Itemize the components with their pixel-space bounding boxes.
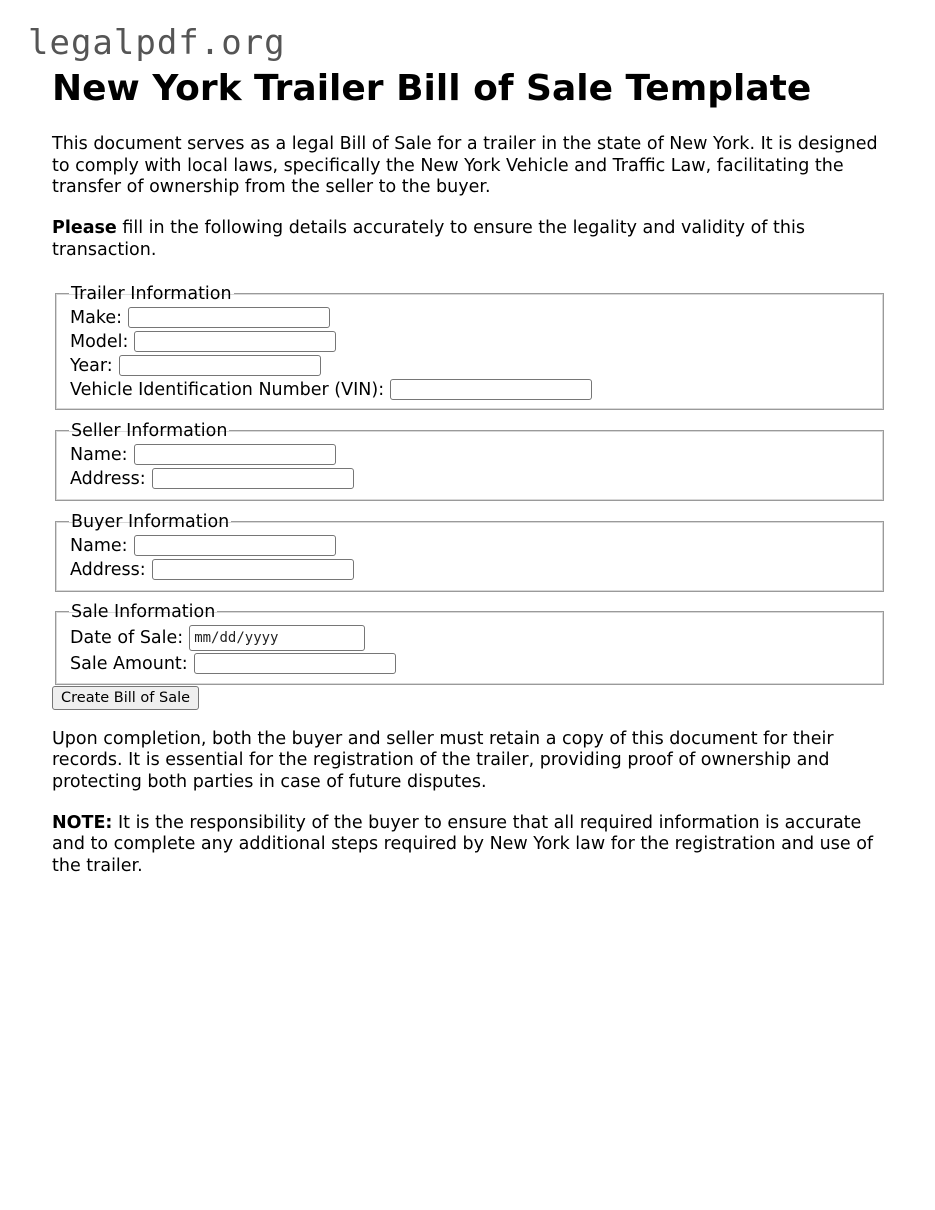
buyer-information-fieldset [55, 512, 884, 592]
watermark: legalpdf.org [28, 23, 286, 63]
model-row [70, 330, 871, 354]
instructions-paragraph [52, 218, 884, 261]
seller-name-input[interactable] [134, 444, 336, 465]
trailer-information-legend: Trailer Information [71, 283, 232, 304]
vin-label: Vehicle Identification Number (VIN): [70, 379, 385, 400]
seller-name-label: Name: [70, 444, 128, 465]
model-input[interactable] [134, 331, 336, 352]
buyer-name-label: Name: [70, 535, 128, 556]
buyer-address-row [70, 558, 871, 582]
completion-paragraph: Upon completion, both the buyer and seller must retain a copy of this document for their records. It is essential for the registration of the trailer, providing proof of ownership and protecting both parties in case of future disputes. [52, 728, 834, 792]
make-input[interactable] [128, 307, 330, 328]
seller-address-label: Address: [70, 468, 146, 489]
note-paragraph [52, 813, 884, 878]
vin-row [70, 378, 871, 402]
sale-information-fieldset [55, 602, 884, 685]
instructions-text: fill in the following details accurately to ensure the legality and validity of this transaction. [52, 218, 805, 260]
make-row [70, 306, 871, 330]
make-label: Make: [70, 307, 122, 328]
instructions-bold: Please [52, 218, 117, 239]
trailer-information-fieldset [55, 284, 884, 410]
create-bill-of-sale-button[interactable]: Create Bill of Sale [52, 686, 199, 710]
buyer-information-legend: Buyer Information [71, 511, 230, 532]
vin-input[interactable] [390, 379, 592, 400]
seller-address-input[interactable] [152, 468, 354, 489]
seller-address-row [70, 467, 871, 491]
year-label: Year: [70, 355, 113, 376]
sale-amount-input[interactable] [194, 653, 396, 674]
year-input[interactable] [119, 355, 321, 376]
date-of-sale-label: Date of Sale: [70, 627, 184, 648]
seller-information-fieldset [55, 421, 884, 501]
model-label: Model: [70, 331, 129, 352]
page-title: New York Trailer Bill of Sale Template [52, 68, 812, 109]
date-of-sale-input[interactable]: mm/dd/yyyy [189, 625, 365, 651]
sale-amount-row [70, 652, 871, 676]
buyer-address-input[interactable] [152, 559, 354, 580]
date-of-sale-row [70, 624, 871, 652]
document-body [52, 66, 884, 878]
buyer-name-row [70, 534, 871, 558]
note-bold: NOTE: [52, 812, 113, 833]
note-text: It is the responsibility of the buyer to ensure that all required information is accurate and to complete any additional steps required by New York law for the registration and use of the trailer. [52, 812, 874, 877]
year-row [70, 354, 871, 378]
buyer-address-label: Address: [70, 559, 146, 580]
sale-amount-label: Sale Amount: [70, 653, 188, 674]
sale-information-legend: Sale Information [71, 601, 216, 622]
bill-of-sale-form [52, 284, 884, 710]
seller-name-row [70, 443, 871, 467]
intro-paragraph: This document serves as a legal Bill of Sale for a trailer in the state of New York. It is designed to comply with local laws, specifically the New York Vehicle and Traffic Law, facilitating the transfer of ownership from the seller to the buyer. [52, 134, 878, 198]
buyer-name-input[interactable] [134, 535, 336, 556]
seller-information-legend: Seller Information [71, 420, 228, 441]
